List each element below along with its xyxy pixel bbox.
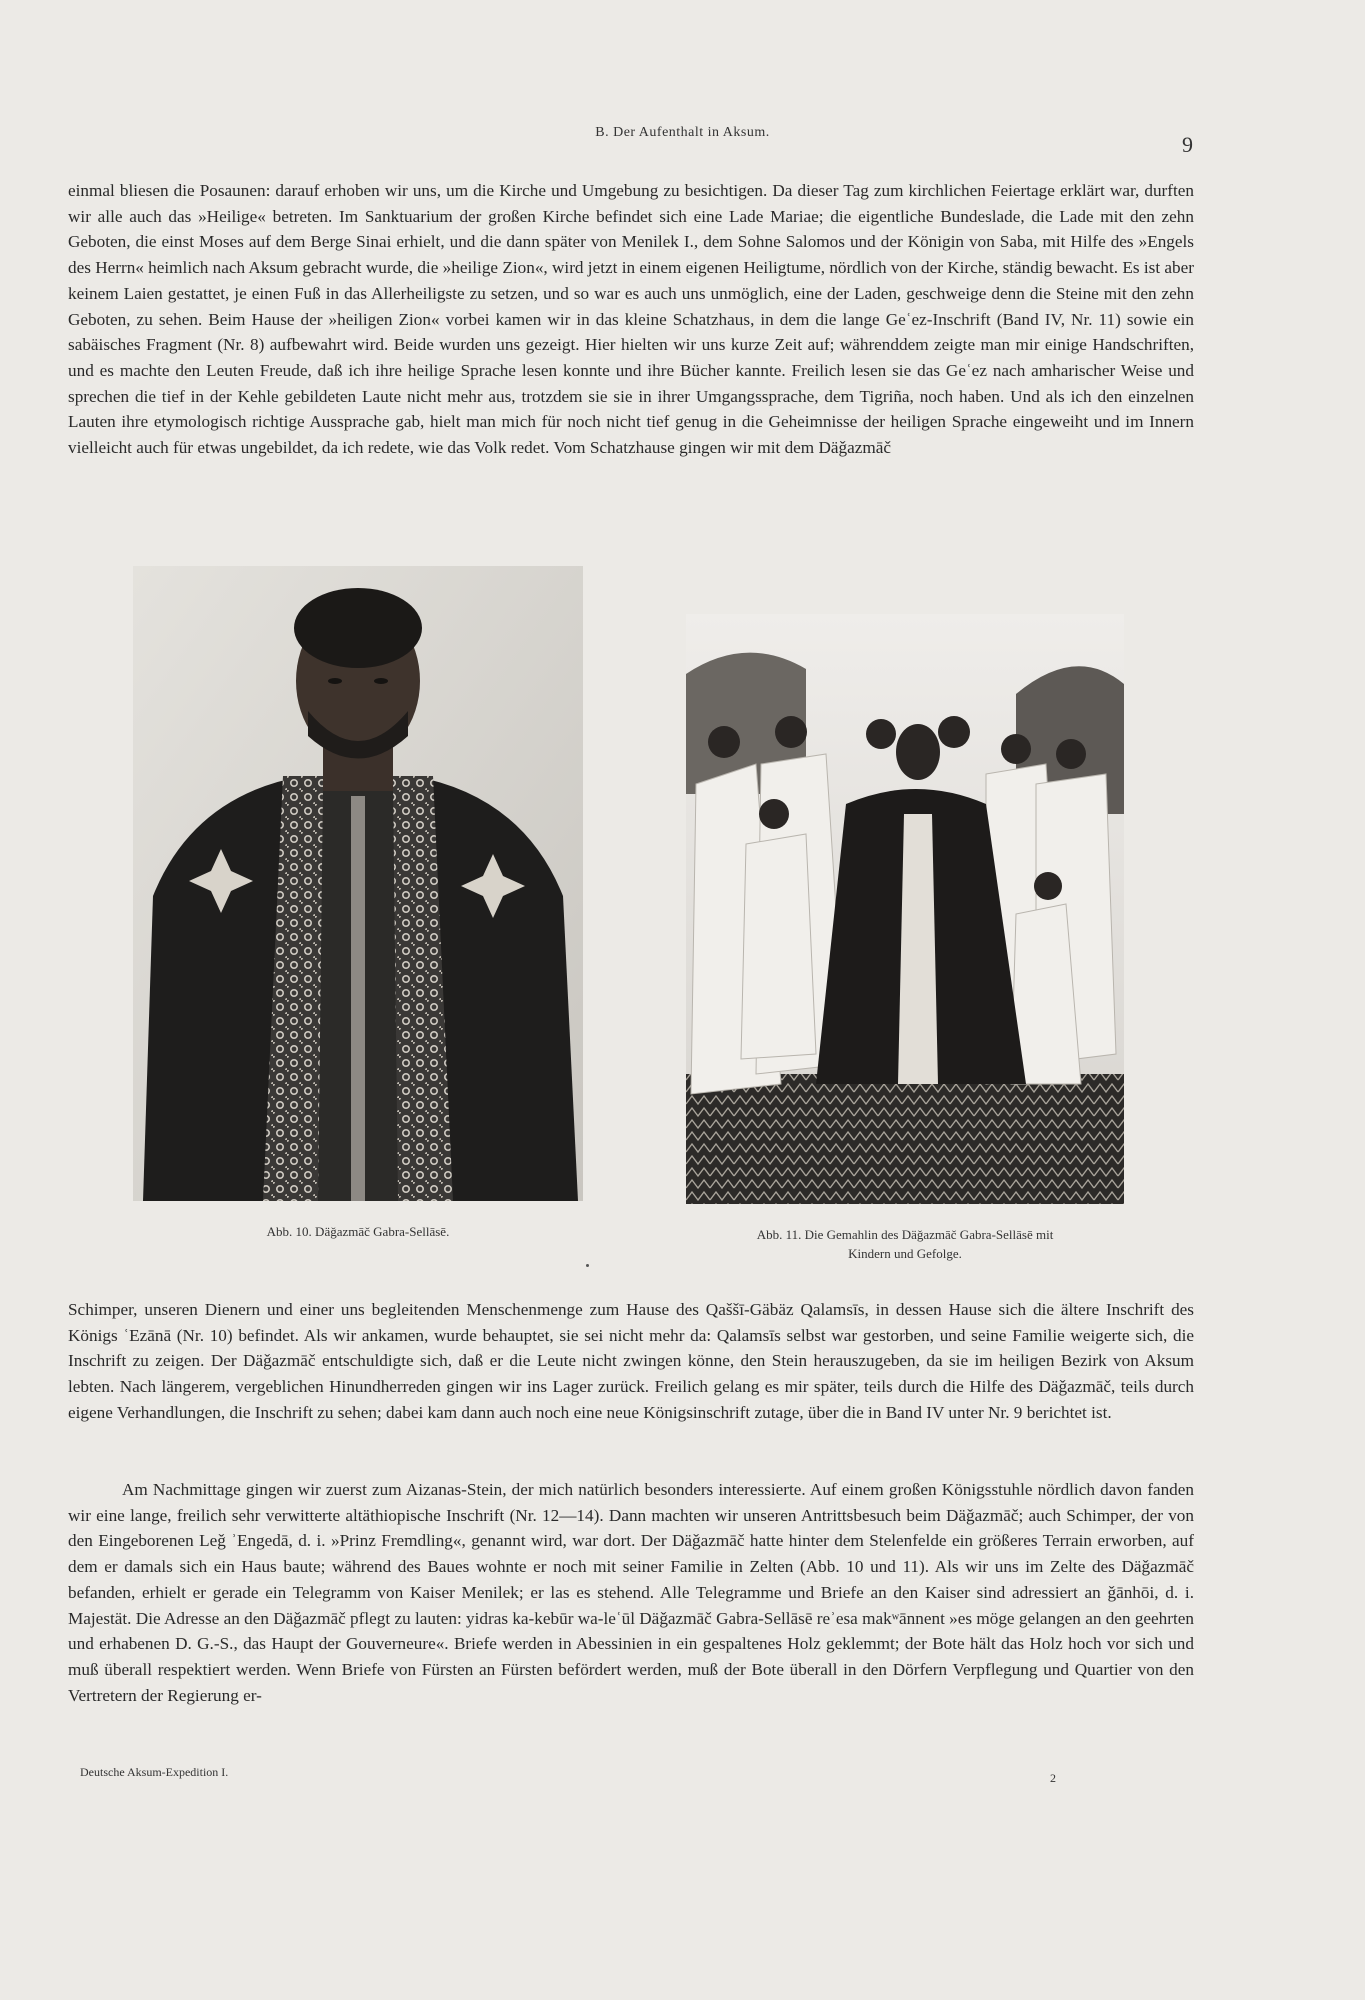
- group-illustration: [686, 614, 1124, 1204]
- figure-11-caption-line-1: Abb. 11. Die Gemahlin des Däǧazmāč Gabra-Sellāsē mit: [756, 1227, 1054, 1242]
- portrait-illustration: [133, 566, 583, 1201]
- page-number: 9: [1182, 132, 1193, 157]
- paragraph-1: einmal bliesen die Posaunen: darauf erhoben wir uns, um die Kirche und Umgebung zu besichtigen. Da dieser Tag zum kirchlichen Feiertage erklärt war, durften wir alle auch das »Heilige« betreten. Im Sanktuarium der großen Kirche befindet sich eine Lade Mariae; die eigentliche Bundeslade, die Lade mit den zehn Geboten, die einst Moses auf dem Berge Sinai erhielt, und die dann später von Menilek I., dem Sohne Salomos und der Königin von Saba, mit Hilfe des »Engels des Herrn« heimlich nach Aksum gebracht wurde, die »heilige Zion«, wird jetzt in einem eigenen Heiligtume, nördlich von der Kirche, ständig bewacht. Es ist aber keinem Laien gestattet, je einen Fuß in das Allerheiligste zu setzen, und so war es auch uns unmöglich, eine der Laden, geschweige denn die Steine mit den zehn Geboten, zu sehen. Beim Hause der »heiligen Zion« vorbei kamen wir in das kleine Schatzhaus, in dem die lange Geʿez-Inschrift (Band IV, Nr. 11) sowie ein sabäisches Fragment (Nr. 8) aufbewahrt wird. Beide wurden uns gezeigt. Hier hielten wir uns kurze Zeit auf; währenddem zeigte man mir einige Handschriften, und es machte den Leuten Freude, daß ich ihre heilige Sprache lesen konnte und ihre Bücher kannte. Freilich lesen sie das Geʿez nach amharischer Weise und sprechen die tief in der Kehle gebildeten Laute nicht mehr aus, trotzdem sie sie in ihrer Umgangssprache, dem Tigriña, noch haben. Und als ich den einzelnen Lauten ihre etymologisch richtige Aussprache gab, hielt man mich für noch nicht tief genug in die Geheimnisse der heiligen Sprache eingeweiht und im Innern vielleicht auch für etwas ungebildet, da ich redete, wie das Volk redet. Vom Schatzhause gingen wir mit dem Däǧazmāč: [68, 181, 1194, 458]
- paragraph-2: Schimper, unseren Dienern und einer uns begleitenden Menschenmenge zum Hause des Qaššī-Gäbäz Qalamsīs, in dessen Hause sich die ältere Inschrift des Königs ʿEzānā (Nr. 10) befindet. Als wir ankamen, wurde behauptet, sie sei nicht mehr da: Qalamsīs selbst war gestorben, und seine Familie weigerte sich, die Inschrift zu zeigen. Der Däǧazmāč entschuldigte sich, daß er die Leute nicht zwingen könne, den Stein herauszugeben, da sie im heiligen Bezirk von Aksum lebten. Nach längerem, vergeblichen Hinundherreden gingen wir ins Lager zurück. Freilich gelang es mir später, teils durch die Hilfe des Däǧazmāč, teils durch eigene Verhandlungen, die Inschrift zu sehen; dabei kam dann auch noch eine neue Königsinschrift zutage, über die in Band IV unter Nr. 9 berichtet ist.: [68, 1300, 1194, 1422]
- footer-series-title: Deutsche Aksum-Expedition I.: [80, 1765, 229, 1779]
- figure-11-caption: [686, 1225, 1124, 1263]
- photo-group-wife-children: [686, 614, 1124, 1204]
- print-speck: [586, 1264, 589, 1267]
- paragraph-3: Am Nachmittage gingen wir zuerst zum Aizanas-Stein, der mich natürlich besonders interessierte. Auf einem großen Königsstuhle nördlich davon fanden wir eine lange, freilich sehr verwitterte altäthiopische Inschrift (Nr. 12—14). Dann machten wir unseren Antrittsbesuch beim Däǧazmāč; auch Schimper, der von den Eingeborenen Leǧ ʾEngedā, d. i. »Prinz Fremdling«, genannt wird, war dort. Der Däǧazmāč hatte hinter dem Stelenfelde ein größeres Terrain erworben, auf dem er damals sich ein Haus baute; während des Baues wohnte er noch mit seiner Familie in Zelten (Abb. 10 und 11). Als wir uns im Zelte des Däǧazmāč befanden, erhielt er gerade ein Telegramm von Kaiser Menilek; er las es stehend. Alle Telegramme und Briefe an den Kaiser sind adressiert an ǧānhōi, d. i. Majestät. Die Adresse an den Däǧazmāč pflegt zu lauten: yidras ka-kebūr wa-leʿūl Däǧazmāč Gabra-Sellāsē reʾesa makʷānnent »es möge gelangen an den geehrten und erhabenen D. G.-S., das Haupt der Gouverneure«. Briefe werden in Abessinien in ein gespaltenes Holz geklemmt; der Bote hält das Holz hoch vor sich und muß überall respektiert werden. Wenn Briefe von Fürsten an Fürsten befördert werden, muß der Bote überall in den Dörfern Verpflegung und Quartier von den Vertretern der Regierung er-: [68, 1480, 1194, 1705]
- figure-11-caption-line-2: Kindern und Gefolge.: [848, 1246, 962, 1261]
- footer-signature-mark: 2: [1050, 1771, 1056, 1785]
- running-title: B. Der Aufenthalt in Aksum.: [595, 125, 770, 140]
- photo-portrait-dagazmac: [133, 566, 583, 1201]
- figure-10-caption: Abb. 10. Däǧazmāč Gabra-Sellāsē.: [266, 1224, 450, 1239]
